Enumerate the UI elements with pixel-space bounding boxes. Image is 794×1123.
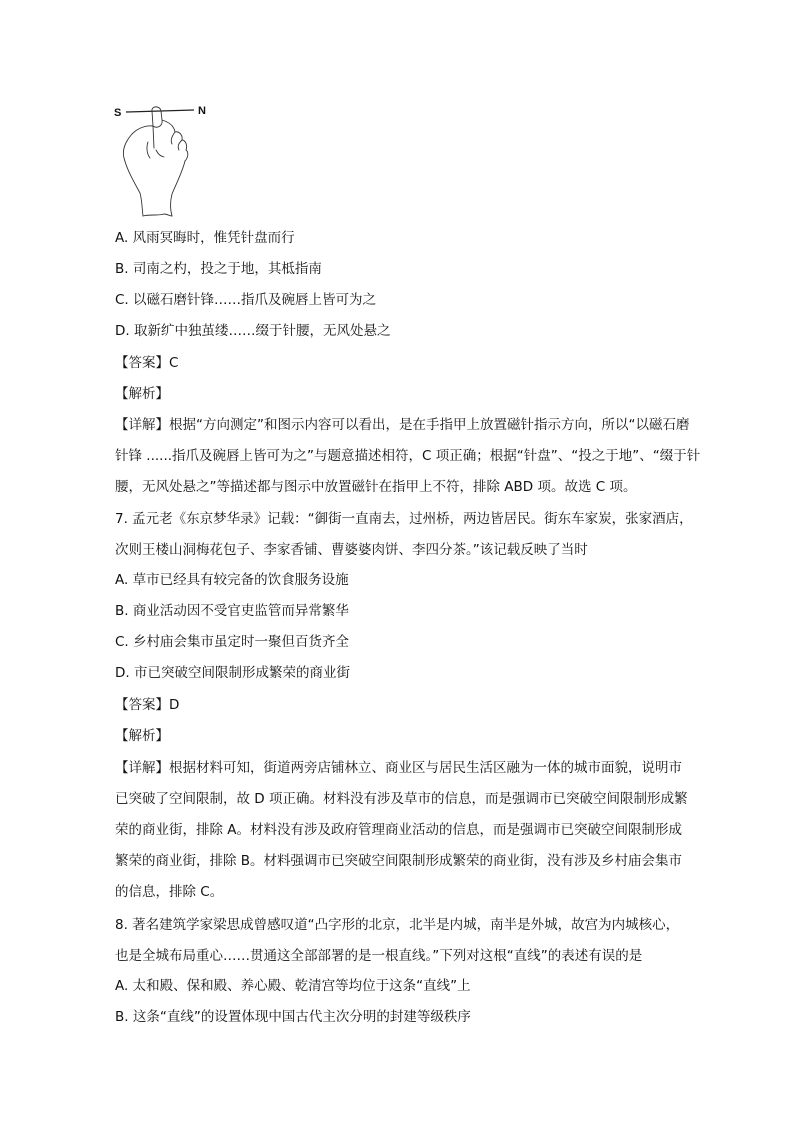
q7-detail-line: 的信息，排除 C。 — [115, 884, 224, 900]
q6-detail — [115, 410, 700, 503]
q8-stem — [115, 910, 700, 972]
q6-detail-line: 腰，无风处悬之”等描述都与图示中放置磁针在指甲上不符，排除 ABD 项。故选 C 项。 — [115, 479, 637, 495]
q6-analysis-title: 【解析】 — [115, 386, 169, 402]
q7-detail-line: 【详解】根据材料可知，街道两旁店铺林立、商业区与居民生活区融为一体的城市面貌，说明市 — [115, 760, 682, 776]
q7-detail-line: 已突破了空间限制，故 D 项正确。材料没有涉及草市的信息，而是强调市已突破空间限制形成繁 — [115, 791, 688, 807]
q7-analysis-title: 【解析】 — [115, 728, 169, 744]
q7-option-a: A. 草市已经具有较完备的饮食服务设施 — [115, 572, 349, 588]
q8-stem-line: 也是全城布局重心……贯通这全部部署的是一根直线。”下列对这根“直线”的表述有误的是 — [115, 948, 643, 964]
label-s: S — [114, 107, 122, 119]
q8-stem-line: 8. 著名建筑学家梁思成曾感叹道“凸字形的北京，北半是内城，南半是外城，故宫为内城核心， — [115, 917, 680, 933]
q7-option-c: C. 乡村庙会集市虽定时一聚但百货齐全 — [115, 634, 350, 650]
q7-option-d: D. 市已突破空间限制形成繁荣的商业街 — [115, 665, 350, 681]
q6-detail-line: 【详解】根据“方向测定”和图示内容可以看出，是在手指甲上放置磁针指示方向，所以“以磁石磨 — [115, 417, 690, 433]
q8-option-b: B. 这条“直线”的设置体现中国古代主次分明的封建等级秩序 — [115, 1009, 471, 1025]
q6-option-d: D. 取新纩中独茧缕……缀于针腰，无风处悬之 — [115, 323, 391, 339]
hand-outline — [123, 107, 187, 216]
q7-stem — [115, 504, 700, 566]
q7-detail-line: 荣的商业街，排除 A。材料没有涉及政府管理商业活动的信息，而是强调市已突破空间限制形成 — [115, 822, 683, 838]
hand-needle-illustration — [112, 98, 222, 220]
q7-option-b: B. 商业活动因不受官吏监管而异常繁华 — [115, 603, 349, 619]
q7-detail — [115, 753, 700, 908]
q7-detail-line: 繁荣的商业街，排除 B。材料强调市已突破空间限制形成繁荣的商业街，没有涉及乡村庙会集市 — [115, 853, 683, 869]
q7-answer: 【答案】D — [115, 697, 180, 713]
magnetic-needle — [126, 110, 194, 112]
q6-answer: 【答案】C — [115, 355, 179, 371]
q6-option-b: B. 司南之杓，投之于地，其柢指南 — [115, 261, 322, 277]
q6-option-a: A. 风雨冥晦时，惟凭针盘而行 — [115, 230, 295, 246]
fingernail-compass-figure — [112, 98, 222, 220]
q7-stem-line: 次则王楼山洞梅花包子、李家香铺、曹婆婆肉饼、李四分茶。”该记载反映了当时 — [115, 542, 588, 558]
q8-option-a: A. 太和殿、保和殿、养心殿、乾清宫等均位于这条“直线”上 — [115, 978, 471, 994]
q7-stem-line: 7. 孟元老《东京梦华录》记载：“御街一直南去，过州桥，两边皆居民。街东车家炭，张家酒店， — [115, 511, 693, 527]
label-n: N — [198, 105, 206, 117]
q6-option-c: C. 以磁石磨针锋……指爪及碗唇上皆可为之 — [115, 292, 377, 308]
q6-detail-line: 针锋 ......指爪及碗唇上皆可为之”与题意描述相符，C 项正确；根据“针盘”、“投之于地”、“缀于针 — [115, 448, 701, 464]
